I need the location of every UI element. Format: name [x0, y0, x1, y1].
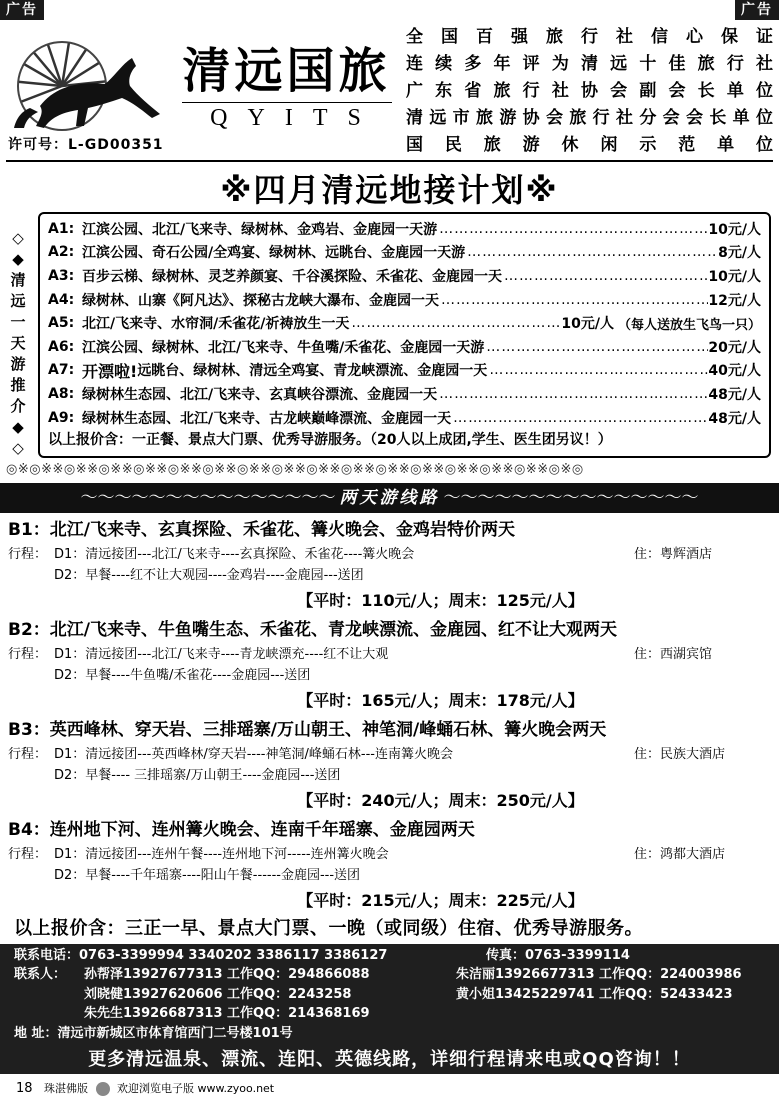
list-item: [48, 406, 761, 430]
tour-desc: 百步云梯、绿树林、灵芝养颜宴、千谷溪探险、禾雀花、金鹿园一天: [82, 268, 502, 285]
side-char: 介: [10, 397, 26, 415]
publication-name: 珠湛佛版: [44, 1082, 89, 1095]
tour-price: 12元/人: [708, 292, 761, 309]
header: [6, 22, 773, 162]
brand-divider: [182, 102, 392, 103]
list-item: [48, 217, 761, 241]
contact-entry: 孙帮泽13927677313 工作QQ：294866088: [84, 967, 370, 983]
diamond-outline-icon: ◇: [12, 439, 24, 457]
tour-price: 48元/人: [708, 410, 761, 427]
website-text: 欢迎浏览电子版 www.zyoo.net: [117, 1082, 275, 1095]
itinerary-text: D1：清远接团---连州午餐----连州地下河-----连州篝火晚会: [54, 847, 389, 862]
itinerary-text: D2：早餐----牛鱼嘴/禾雀花----金鹿园---送团: [54, 668, 311, 683]
slogan: 国民旅游休闲示范单位: [406, 135, 773, 155]
itinerary-label: 行程：: [8, 847, 48, 862]
contact-row: [14, 985, 765, 1004]
hotel-text: 住：民族大酒店: [634, 747, 726, 762]
tour-note: （每人送放生飞鸟一只）: [617, 317, 761, 333]
side-char: 清: [10, 271, 26, 289]
tour-desc: 绿树林、山寨《阿凡达》、探秘古龙峡大瀑布、金鹿园一天: [82, 292, 439, 309]
tour-highlight: 开漂啦!: [82, 361, 138, 381]
two-day-tour-list: [8, 516, 773, 916]
phone-text: 联系电话：0763-3399994 3340202 3386117 3386127: [14, 948, 388, 963]
diamond-solid-icon: ◆: [12, 250, 24, 268]
hotel-text: 住：鸿都大酒店: [634, 847, 726, 862]
leader-dots: [439, 292, 708, 308]
tour-price: 10元/人: [561, 316, 614, 333]
side-char: 远: [10, 292, 26, 310]
tour-code: A5:: [48, 315, 75, 332]
license-number: 许可号：L-GD00351: [8, 137, 164, 153]
section-title: 两天游线路: [339, 488, 440, 508]
tour-title: B3：英西峰林、穿天岩、三排瑶寨/万山朝王、神笔洞/峰蛹石林、篝火晚会两天: [8, 720, 607, 740]
ad-tag-left: 广告: [0, 0, 44, 20]
tour-code: A3:: [48, 267, 75, 284]
slogan: 广东省旅行社协会副会长单位: [406, 81, 773, 101]
address-row: 地 址：清远市新城区市体育馆西门二号楼101号: [14, 1025, 293, 1041]
tour-block: [8, 516, 773, 616]
itinerary-label: 行程：: [8, 647, 48, 662]
tour-title: B1：北江/飞来寺、玄真探险、禾雀花、篝火晚会、金鸡岩特价两天: [8, 520, 515, 540]
one-day-includes: 以上报价含：一正餐、景点大门票、优秀导游服务。（20人以上成团,学生、医生团另议！）: [48, 432, 612, 449]
page-number: 18: [16, 1081, 33, 1096]
diamond-outline-icon: ◇: [12, 229, 24, 247]
tour-price: 8元/人: [718, 245, 761, 262]
tour-code: A2:: [48, 244, 75, 261]
list-item: [48, 311, 761, 335]
tour-price: 【平时：110元/人；周末：125元/人】: [297, 591, 584, 610]
tour-price: 10元/人: [708, 221, 761, 238]
side-char: 一: [10, 313, 26, 331]
leader-dots: [349, 315, 561, 331]
tour-price: 【平时：240元/人；周末：250元/人】: [297, 791, 584, 810]
hotel-text: 住：粤辉酒店: [634, 547, 713, 562]
itinerary-label: 行程：: [8, 747, 48, 762]
tour-price: 20元/人: [708, 339, 761, 356]
itinerary-day2: [8, 665, 773, 686]
contact-entry: 朱洁丽13926677313 工作QQ：224003986: [456, 967, 742, 983]
contact-entry: 黄小姐13425229741 工作QQ：52433423: [456, 986, 733, 1002]
itinerary-text: D2：早餐---- 三排瑶寨/万山朝王----金鹿园---送团: [54, 768, 341, 783]
side-char: 天: [10, 334, 26, 352]
publisher-logo-icon: [96, 1082, 110, 1096]
page-title: ※四月清远地接计划※: [220, 171, 559, 209]
brand-name-cn: 清远国旅: [182, 43, 391, 99]
fax-text: 传真：0763-3399114: [486, 948, 630, 963]
horse-logo-icon: [10, 36, 170, 144]
tour-price: 【平时：215元/人；周末：225元/人】: [297, 891, 584, 910]
leader-dots: [437, 221, 708, 237]
contacts-label: 联系人：: [14, 967, 67, 983]
leader-dots: [487, 362, 708, 378]
list-item: [48, 288, 761, 312]
tour-code: A1:: [48, 220, 75, 237]
slogan: 全国百强旅行社信心保证: [406, 27, 773, 47]
itinerary-text: D1：清远接团---北江/飞来寺----玄真探险、禾雀花----篝火晚会: [54, 547, 415, 562]
list-item: [48, 382, 761, 406]
diamond-solid-icon: ◆: [12, 418, 24, 436]
symbol-divider: ◎※◎※※◎※※◎※※◎※※◎※※◎※※◎※※◎※※◎※※◎※※◎※※◎※※◎※※◎※※◎※※◎※◎: [6, 462, 584, 477]
list-item: [48, 241, 761, 265]
leader-dots: [484, 339, 708, 355]
tour-block: [8, 716, 773, 816]
ad-tag-right: 广告: [735, 0, 779, 20]
tour-desc: 江滨公园、奇石公园/全鸡宴、绿树林、远眺台、金鹿园一天游: [82, 245, 466, 262]
brand-name-en: QYITS: [210, 105, 381, 131]
itinerary-text: D2：早餐----红不让大观园----金鸡岩----金鹿园---送团: [54, 568, 364, 583]
itinerary-day2: [8, 865, 773, 886]
itinerary-day1: [8, 744, 773, 765]
call-to-action: 更多清远温泉、漂流、连阳、英德线路，详细行程请来电或QQ咨询！！: [88, 1048, 691, 1070]
tour-desc: 北江/飞来寺、水帘洞/禾雀花/祈祷放生一天: [82, 316, 350, 333]
hotel-text: 住：西湖宾馆: [634, 647, 713, 662]
tour-code: A4:: [48, 291, 75, 308]
leader-dots: [437, 386, 708, 402]
side-label: [4, 228, 32, 459]
leader-dots: [465, 244, 718, 260]
tour-price: 40元/人: [708, 363, 761, 380]
section-band: [0, 483, 779, 513]
itinerary-text: D1：清远接团---北江/飞来寺----青龙峡漂充----红不让大观: [54, 647, 389, 662]
itinerary-day2: [8, 765, 773, 786]
side-char: 推: [10, 376, 26, 394]
tour-price: 48元/人: [708, 386, 761, 403]
brand: [174, 42, 399, 132]
itinerary-day1: [8, 544, 773, 565]
contact-entry: 朱先生13926687313 工作QQ：214368169: [84, 1006, 370, 1022]
slogan: 清远市旅游协会旅行社分会会长单位: [406, 108, 773, 128]
itinerary-text: D1：清远接团---英西峰林/穿天岩----神笔洞/峰蛹石林---连南篝火晚会: [54, 747, 453, 762]
tour-code: A7:: [48, 362, 75, 379]
two-day-includes: 以上报价含：三正一早、景点大门票、一晚（或同级）住宿、优秀导游服务。: [14, 918, 643, 939]
itinerary-label: 行程：: [8, 547, 48, 562]
contact-footer: [0, 944, 779, 1074]
contact-row: [14, 965, 765, 984]
tour-code: A8:: [48, 385, 75, 402]
wave-decoration: ～～～～～～～～～～～～～～～: [443, 488, 699, 508]
itinerary-day1: [8, 844, 773, 865]
slogan: 连续多年评为清远十佳旅行社: [406, 54, 773, 74]
tour-code: A6:: [48, 338, 75, 355]
contact-row: [14, 1004, 765, 1023]
tour-code: A9:: [48, 409, 75, 426]
list-item: [48, 335, 761, 359]
itinerary-day2: [8, 565, 773, 586]
slogan-list: [406, 24, 773, 159]
tour-desc: 江滨公园、绿树林、北江/飞来寺、牛鱼嘴/禾雀花、金鹿园一天游: [82, 339, 485, 356]
list-item: [48, 264, 761, 288]
phone-row: [14, 946, 765, 965]
tour-desc: 绿树林生态园、北江/飞来寺、古龙峡巅峰漂流、金鹿园一天: [82, 410, 452, 427]
tour-block: [8, 816, 773, 916]
wave-decoration: ～～～～～～～～～～～～～～～: [80, 488, 336, 508]
leader-dots: [451, 410, 708, 426]
tour-title: B2：北江/飞来寺、牛鱼嘴生态、禾雀花、青龙峡漂流、金鹿园、红不让大观两天: [8, 620, 617, 640]
leader-dots: [502, 268, 708, 284]
tour-desc: 江滨公园、北江/飞来寺、绿树林、金鸡岩、金鹿园一天游: [82, 221, 438, 238]
tour-title: B4：连州地下河、连州篝火晚会、连南千年瑶寨、金鹿园两天: [8, 820, 475, 840]
side-char: 游: [10, 355, 26, 373]
tour-desc: 绿树林生态园、北江/飞来寺、玄真峡谷漂流、金鹿园一天: [82, 386, 438, 403]
itinerary-day1: [8, 644, 773, 665]
tour-price: 10元/人: [708, 268, 761, 285]
contact-entry: 刘晓健13927620606 工作QQ：2243258: [84, 986, 352, 1002]
page-footer: [16, 1080, 274, 1096]
tour-block: [8, 616, 773, 716]
tour-desc: 远眺台、绿树林、清远全鸡宴、青龙峡漂流、金鹿园一天: [137, 363, 488, 380]
list-item: [48, 359, 761, 383]
one-day-tour-list: [38, 212, 771, 458]
tour-price: 【平时：165元/人；周末：178元/人】: [297, 691, 584, 710]
itinerary-text: D2：早餐----千年瑶寨----阳山午餐------金鹿园---送团: [54, 868, 361, 883]
